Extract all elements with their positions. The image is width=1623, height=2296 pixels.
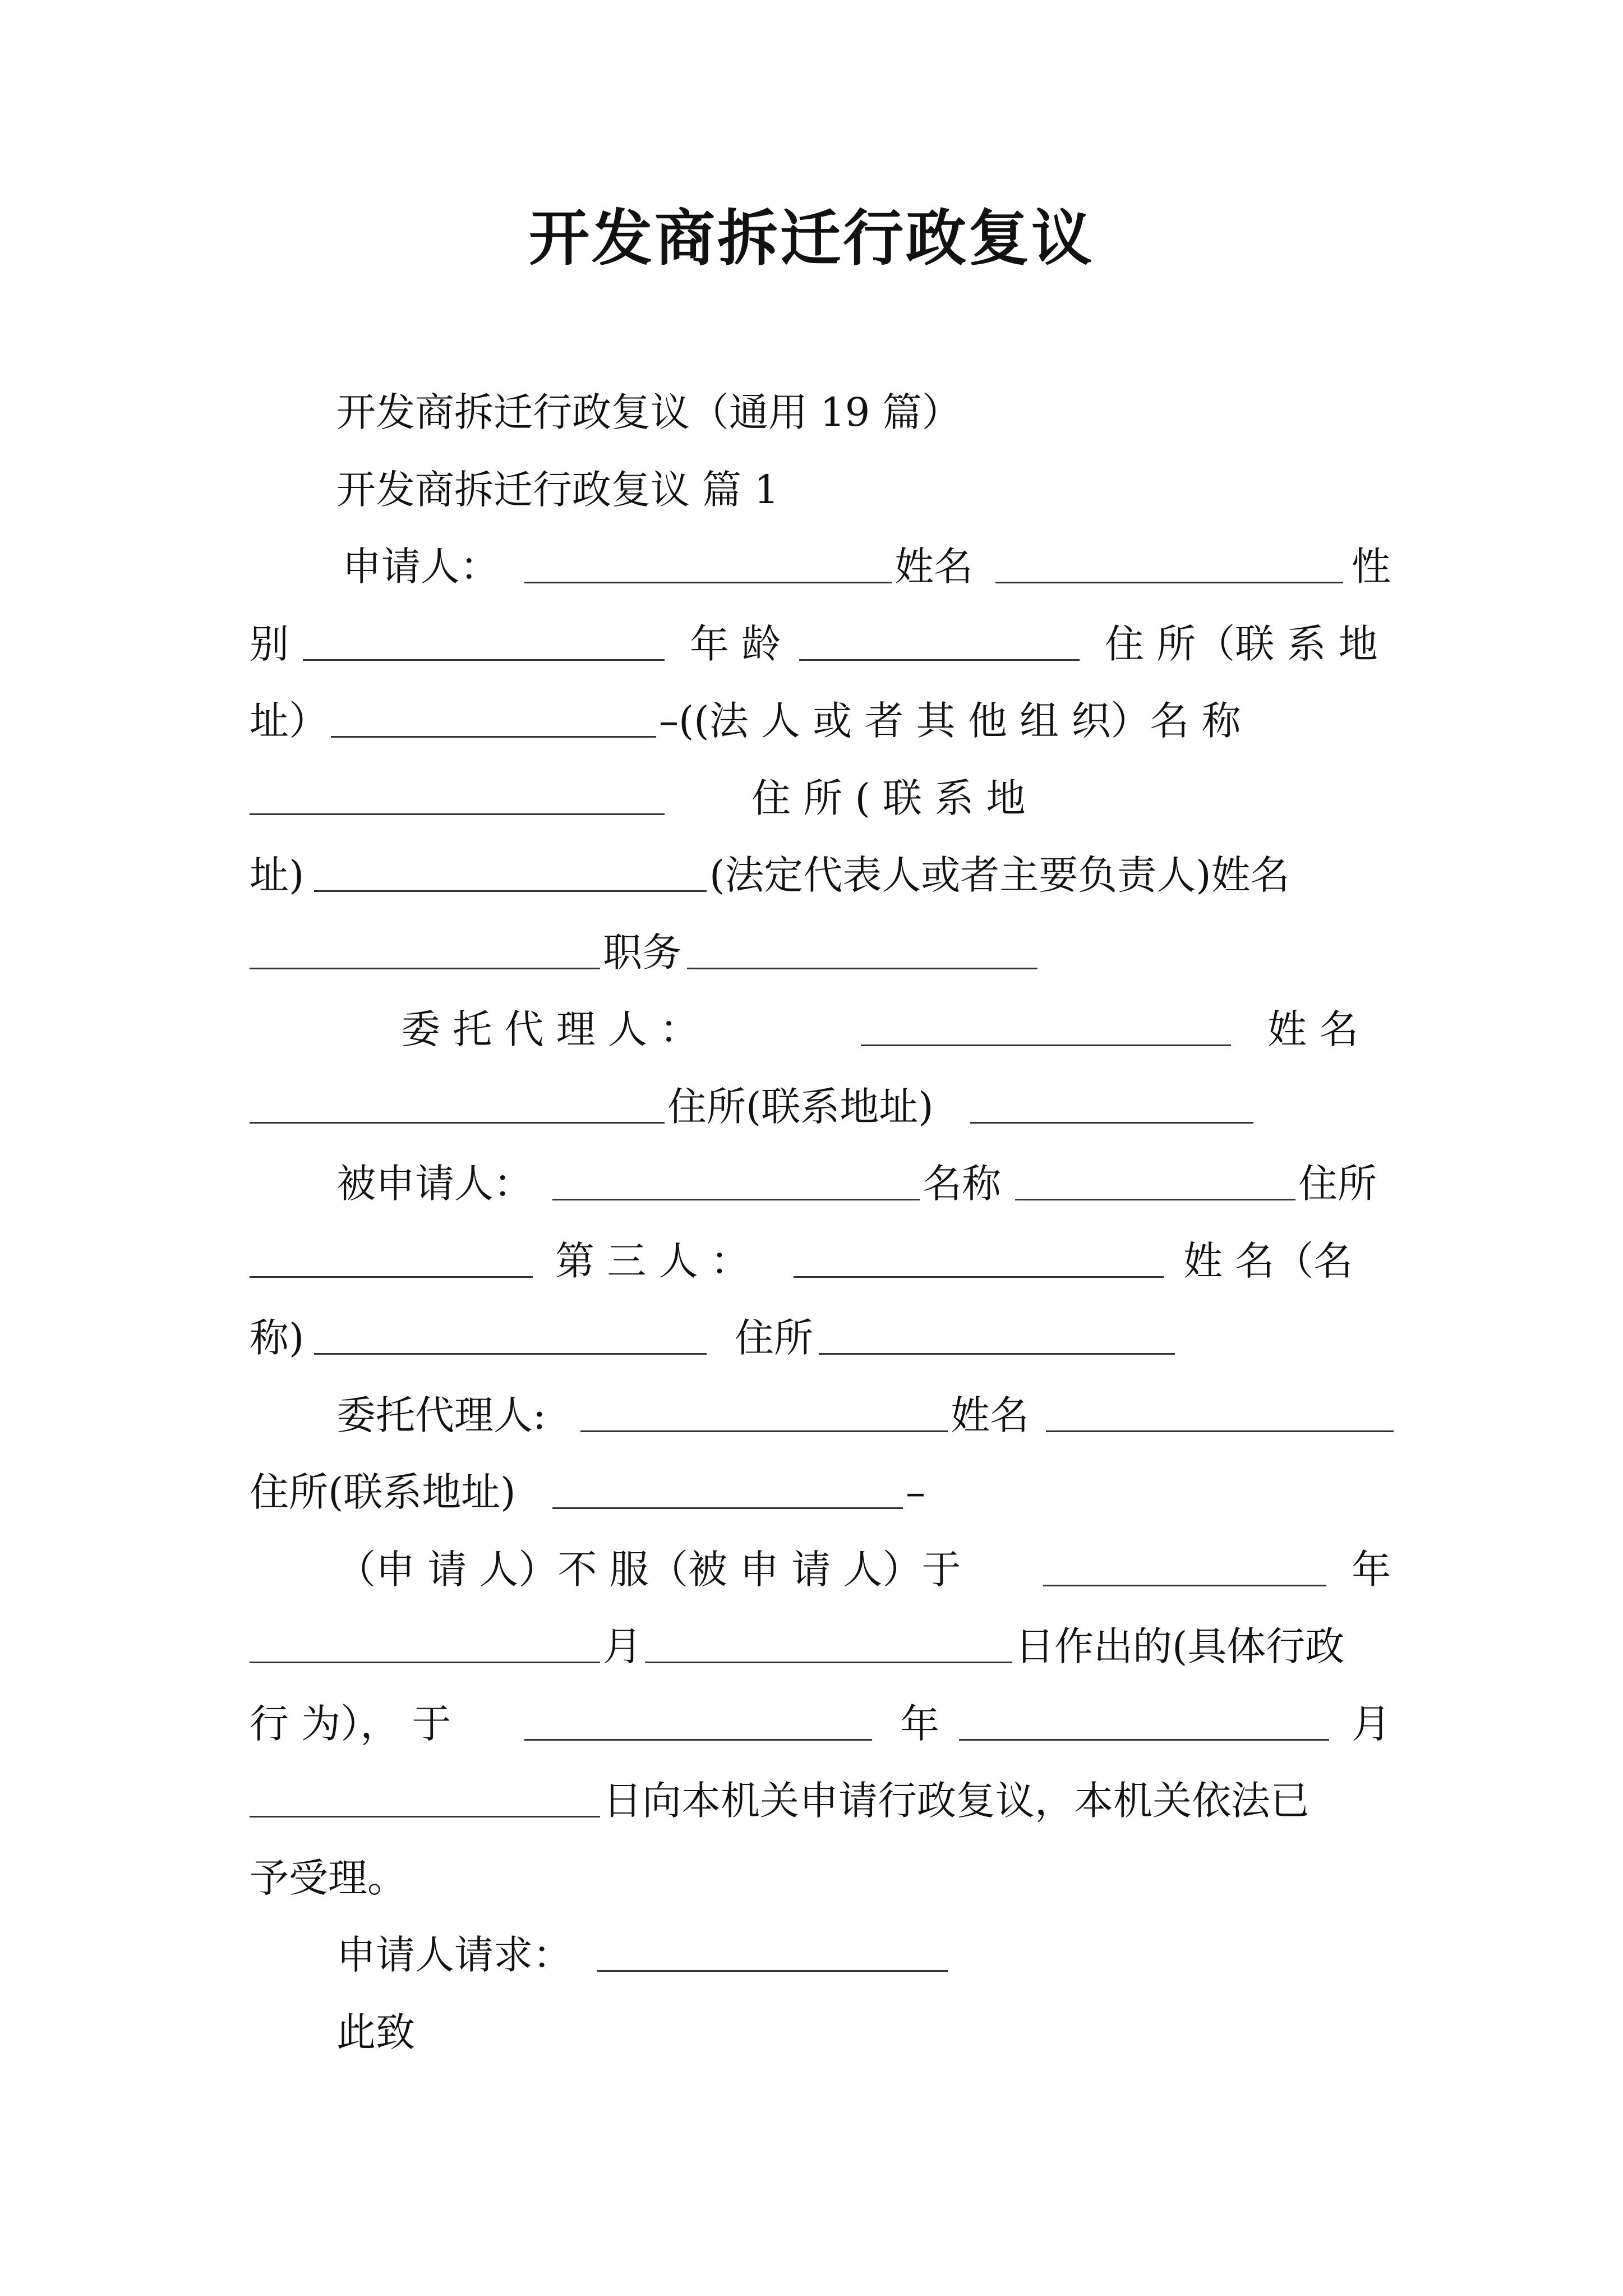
refuse-text: （申 请 人）不 服（被 申 请 人）于 (336, 1547, 961, 1593)
made-text: 日作出的(具体行政 (1015, 1623, 1345, 1669)
agent2-address-label: 住所(联系地址) (250, 1469, 516, 1515)
form-line-position (250, 922, 1394, 983)
third-name-label-part2: 称) (250, 1315, 305, 1361)
form-line-request (250, 1924, 1394, 1986)
closing-text: 此致 (336, 2009, 415, 2055)
agent-address-blank (970, 1122, 1253, 1124)
third-address-blank (819, 1353, 1175, 1355)
form-line-third-address (250, 1307, 1394, 1369)
respondent-address-blank (250, 1276, 533, 1278)
section-title-text: 开发商拆迁行政复议 篇 1 (336, 467, 780, 513)
name-blank (995, 582, 1343, 583)
org-address-label-part1: 住 所 ( 联 系 地 (751, 775, 1026, 821)
gender-blank (303, 659, 665, 661)
form-line-month-made (250, 1616, 1394, 1677)
form-line-closing (250, 2001, 1394, 2063)
legal-rep-name-blank (250, 968, 600, 969)
agent2-name-blank (1046, 1430, 1394, 1432)
org-name-label: –((法 人 或 者 其 他 组 织）名 称 (659, 698, 1241, 744)
address-label-part2: 址） (250, 698, 328, 744)
month-label-1: 月 (603, 1623, 642, 1669)
respondent-label: 被申请人： (336, 1161, 533, 1207)
paragraph-collection-title (336, 381, 1394, 443)
agent2-label: 委托代理人: (336, 1392, 546, 1438)
age-label: 年 龄 (690, 621, 781, 667)
form-line-org-address (250, 767, 1394, 829)
gender-label-part1: 性 (1352, 544, 1391, 590)
third-name-blank (314, 1353, 707, 1355)
form-line-third-party (250, 1230, 1394, 1292)
act-text: 行 为）， 于 (250, 1701, 451, 1747)
apply-day-blank (250, 1816, 600, 1818)
third-address-label: 住所 (735, 1315, 813, 1361)
applicant-blank (524, 582, 892, 583)
legal-rep-label: (法定代表人或者主要负责人)姓名 (709, 852, 1290, 898)
org-address-blank (314, 890, 707, 892)
month-label-2: 月 (1352, 1701, 1391, 1747)
agent-name-label: 姓 名 (1267, 1006, 1359, 1052)
form-line-address-org (250, 690, 1394, 752)
age-blank (799, 659, 1080, 661)
org-name-blank (250, 813, 665, 815)
respondent-address-label: 住所 (1298, 1161, 1377, 1207)
address-blank (331, 736, 656, 738)
apply-year-blank (524, 1739, 872, 1741)
form-line-agent2-address (250, 1461, 1394, 1523)
third-party-blank (794, 1276, 1164, 1278)
year-label-1: 年 (1352, 1547, 1391, 1593)
agent2-blank (580, 1430, 948, 1432)
agent-label: 委 托 代 理 人 ： (401, 1006, 699, 1052)
form-line-respondent (250, 1153, 1394, 1214)
apply-month-blank (959, 1739, 1329, 1741)
applicant-label: 申请人： (342, 544, 499, 590)
address-label-part1: 住 所（联 系 地 (1105, 621, 1378, 667)
refuse-day-blank (645, 1662, 1012, 1663)
position-blank (687, 968, 1038, 969)
respondent-name-label: 名称 (923, 1161, 1001, 1207)
position-label: 职务 (603, 930, 681, 976)
form-line-agent-address (250, 1076, 1394, 1138)
request-label: 申请人请求： (336, 1932, 572, 1978)
name-label: 姓名 (895, 544, 973, 590)
form-line-accepted-tail (250, 1847, 1394, 1909)
form-line-act (250, 1693, 1394, 1755)
form-line-refuse (250, 1539, 1394, 1600)
accepted-text: 日向本机关申请行政复议，本机关依法已 (603, 1778, 1310, 1824)
request-blank (597, 1970, 948, 1972)
refuse-month-blank (250, 1662, 600, 1663)
collection-title-text: 开发商拆迁行政复议（通用 19 篇） (336, 389, 961, 435)
form-line-legal-rep (250, 844, 1394, 906)
form-line-agent (250, 999, 1394, 1060)
refuse-year-blank (1043, 1585, 1326, 1586)
third-name-label-part1: 姓 名（名 (1183, 1238, 1353, 1284)
org-address-label-part2: 址) (250, 852, 305, 898)
respondent-blank (552, 1199, 920, 1200)
respondent-name-blank (1015, 1199, 1295, 1200)
agent-name-blank (250, 1122, 665, 1124)
agent2-address-tail: – (906, 1469, 925, 1515)
gender-label-part2: 别 (250, 621, 289, 667)
form-line-accepted (250, 1770, 1394, 1832)
agent-address-label: 住所(联系地址) (667, 1084, 934, 1130)
year-label-2: 年 (900, 1701, 939, 1747)
agent-blank (861, 1045, 1231, 1046)
document-title: 开发商拆迁行政复议 (528, 203, 1094, 274)
form-line-gender-age (250, 613, 1394, 675)
accepted-tail: 予受理。 (250, 1855, 407, 1901)
agent2-name-label: 姓名 (951, 1392, 1029, 1438)
agent2-address-blank (552, 1507, 903, 1509)
form-line-agent2 (250, 1384, 1394, 1446)
form-line-applicant (250, 536, 1394, 597)
paragraph-section-title (336, 459, 1394, 521)
third-party-label: 第 三 人 ： (555, 1238, 750, 1284)
